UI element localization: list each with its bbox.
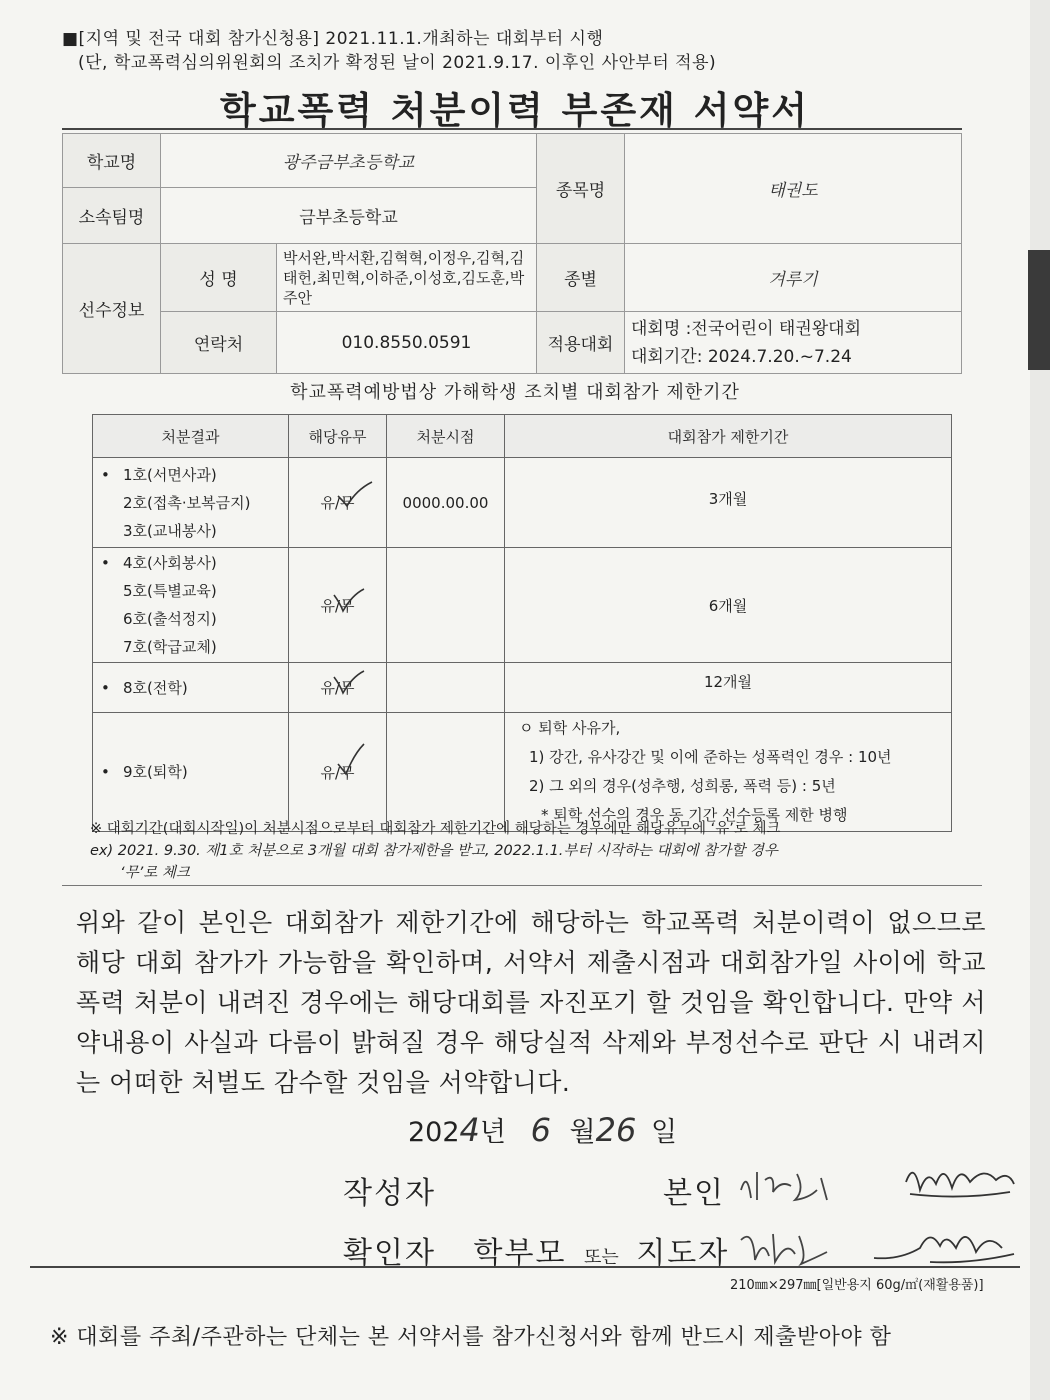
team-label: 소속팀명	[63, 188, 161, 244]
grades-cell: • 9호(퇴학)	[93, 713, 289, 832]
notes-divider	[62, 885, 982, 886]
header-restriction-period: 대회참가 제한기간	[505, 415, 952, 458]
parent-label: 학부모	[473, 1236, 567, 1271]
or-label: 또는	[584, 1247, 619, 1268]
category-value: 겨루기	[625, 244, 962, 312]
disposition-date-cell	[387, 548, 505, 663]
check-mark-icon	[334, 478, 374, 508]
self-label: 본인	[663, 1176, 725, 1211]
self-signature	[900, 1154, 1020, 1210]
expel-line: 2) 그 외의 경우(성추행, 성희롱, 폭력 등) : 5년	[529, 777, 836, 795]
applicable-cell	[289, 713, 387, 832]
grade-item: 9호(퇴학)	[123, 763, 188, 781]
applicable-cell	[289, 458, 387, 548]
yes-no-check: 유/무	[320, 762, 354, 783]
competition-info	[625, 312, 962, 374]
note-check-rule: ※ 대회기간(대회시작일)이 처분시점으로부터 대회참가 제한기간에 해당하는 경우에만 해당유무에 ‘유’로 체크	[90, 821, 781, 837]
expel-line: 1) 강간, 유사강간 및 이에 준하는 성폭력인 경우 : 10년	[529, 748, 892, 766]
grade-item: 1호(서면사과)	[123, 465, 217, 484]
header-applicable: 해당유무	[289, 415, 387, 458]
contact-label: 연락처	[161, 312, 277, 374]
school-value: 광주금부초등학교	[161, 134, 537, 188]
grades-cell: • 1호(서면사과) 2호(접촉·보복금지) 3호(교내봉사)	[93, 458, 289, 548]
pledge-date: 2024년 6 월26 일	[408, 1111, 678, 1149]
player-names: 박서완,박서환,김혁혁,이정우,김혁,김태헌,최민혁,이하준,이성호,김도훈,박주안	[277, 244, 537, 312]
category-label: 종별	[537, 244, 625, 312]
date-month-hand: 6	[530, 1111, 551, 1149]
applicable-cell	[289, 548, 387, 663]
grade-item: 4호(사회봉사)	[123, 554, 217, 572]
date-day-hand: 26	[595, 1111, 637, 1149]
grade-item: 2호(접촉·보복금지)	[123, 493, 251, 512]
table-row	[93, 548, 952, 663]
grade-item: 8호(전학)	[123, 678, 188, 697]
title-divider	[62, 128, 962, 130]
team-value: 금부초등학교	[161, 188, 537, 244]
grades-cell: • 8호(전학)	[93, 663, 289, 713]
confirmer-label: 확인자	[343, 1236, 436, 1271]
disposition-date-cell	[387, 663, 505, 713]
penalty-table	[92, 414, 952, 832]
note-example-cont: ‘무’로 체크	[120, 865, 190, 881]
competition-name: 대회명 :전국어린이 태권왕대회	[631, 318, 862, 339]
pledge-text: 위와 같이 본인은 대회참가 제한기간에 해당하는 학교폭력 처분이력이 없으므로 해당 대회 참가가 가능함을 확인하며, 서약서 제출시점과 대회참가일 사이에 학교폭력 처분이 내려진 경우에는 해당대회를 자진포기 할 것임을 확인합니다. 만약 서약내용이 사실과 다름이 밝혀질 경우 해당실적 삭제와 부정선수로 판단 시 내려지는 어떠한 처벌도 감수할 것임을 서약합니다.	[76, 908, 986, 1097]
restriction-cell: 12개월	[505, 663, 952, 713]
grade-item: 7호(학급교체)	[123, 638, 217, 656]
note-example: ex) 2021. 9.30. 제1호 처분으로 3개월 대회 참가제한을 받고, 2022.1.1.부터 시작하는 대회에 참가할 경우	[90, 843, 778, 859]
restriction-cell: 3개월	[505, 458, 952, 548]
restriction-cell: 6개월	[505, 548, 952, 663]
header-disposition-date: 처분시점	[387, 415, 505, 458]
disposition-date-cell: 0000.00.00	[387, 458, 505, 548]
notes	[90, 818, 990, 884]
check-mark-icon	[334, 742, 374, 776]
paper-spec: 210㎜×297㎜[일반용지 60g/㎡(재활용품)]	[730, 1278, 984, 1293]
grades-cell: • 4호(사회봉사) 5호(특별교육) 6호(출석정지) 7호(학급교체)	[93, 548, 289, 663]
disposition-date-cell	[387, 713, 505, 832]
expel-line: ㅇ 퇴학 사유가,	[519, 719, 621, 737]
header-disposition: 처분결과	[93, 415, 289, 458]
yes-no-check: 유/무	[320, 492, 354, 513]
event-value: 태권도	[625, 134, 962, 244]
grade-item: 5호(특별교육)	[123, 582, 217, 600]
coach-signature	[870, 1218, 1020, 1268]
apply-competition-label: 적용대회	[537, 312, 625, 374]
background-edge	[1028, 250, 1050, 370]
check-mark-icon	[330, 585, 370, 615]
penalty-subtitle: 학교폭력예방법상 가해학생 조치별 대회참가 제한기간	[290, 382, 740, 403]
yes-no-check: 유/무	[320, 677, 354, 698]
yes-no-check: 유/무	[320, 595, 354, 616]
table-row	[93, 713, 952, 832]
event-label: 종목명	[537, 134, 625, 244]
grade-item: 3호(교내봉사)	[123, 521, 217, 540]
player-info-table	[62, 133, 962, 374]
name-label: 성 명	[161, 244, 277, 312]
writer-label: 작성자	[343, 1176, 436, 1211]
player-info-label: 선수정보	[63, 244, 161, 374]
expel-line: * 퇴학 선수의 경우 동 기간 선수등록 제한 병행	[541, 806, 848, 824]
header-line-1: ■[지역 및 전국 대회 참가신청용] 2021.11.1.개최하는 대회부터 시행	[62, 29, 604, 49]
check-mark-icon	[330, 667, 370, 697]
contact-value: 010.8550.0591	[277, 312, 537, 374]
header-line-2: (단, 학교폭력심의위원회의 조치가 확정된 날이 2021.9.17. 이후인 사안부터 적용)	[78, 53, 717, 73]
coach-handwritten-name	[735, 1220, 835, 1270]
table-row	[93, 458, 952, 548]
restriction-cell	[505, 713, 952, 832]
table-row	[93, 663, 952, 713]
coach-label: 지도자	[636, 1236, 730, 1271]
grade-item: 6호(출석정지)	[123, 610, 217, 628]
applicable-cell	[289, 663, 387, 713]
footer-note: ※ 대회를 주최/주관하는 단체는 본 서약서를 참가신청서와 함께 반드시 제출받아야 함	[50, 1325, 892, 1350]
self-handwritten-name	[735, 1160, 835, 1210]
document-title: 학교폭력 처분이력 부존재 서약서	[219, 89, 811, 132]
date-year-hand: 4	[459, 1111, 480, 1149]
competition-period: 대회기간: 2024.7.20.~7.24	[631, 346, 852, 367]
school-label: 학교명	[63, 134, 161, 188]
signature-divider	[30, 1266, 1020, 1268]
